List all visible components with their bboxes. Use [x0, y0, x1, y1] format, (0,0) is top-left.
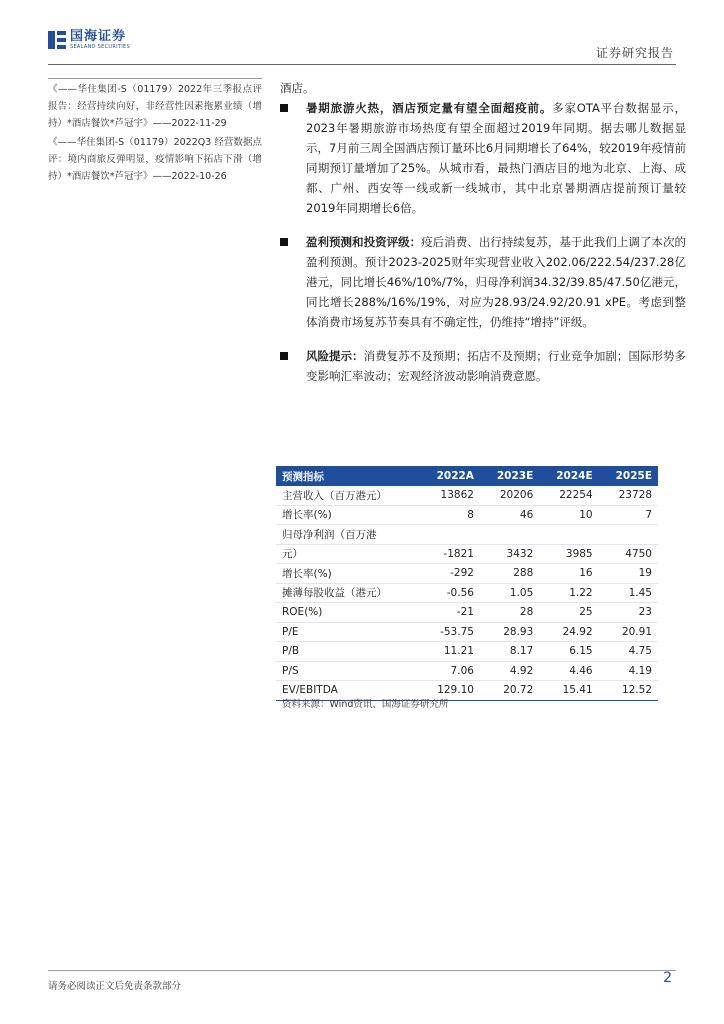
table-cell: 1.05 [480, 583, 539, 603]
table-cell: 4.75 [599, 642, 658, 662]
related-reports [48, 78, 262, 187]
table-cell: 1.45 [599, 583, 658, 603]
table-cell: 15.41 [539, 681, 598, 701]
table-cell: ROE(%) [276, 603, 419, 623]
bullet-risk [280, 346, 686, 386]
table-cell: EV/EBITDA [276, 681, 419, 701]
header-divider [48, 64, 676, 65]
table-cell: 增长率(%) [276, 505, 419, 525]
main-content [280, 78, 686, 400]
bullet-heading: 盈利预测和投资评级： [306, 235, 422, 249]
table-row [276, 525, 658, 545]
table-cell: 20206 [480, 486, 539, 505]
bullet-square-icon [280, 352, 288, 360]
table-cell: 25 [539, 603, 598, 623]
table-cell: 28 [480, 603, 539, 623]
table-row [276, 622, 658, 642]
table-header-cell: 2025E [599, 466, 658, 486]
table-cell: 23728 [599, 486, 658, 505]
table-cell: -1821 [419, 544, 480, 564]
table-cell: 13862 [419, 486, 480, 505]
bullet-text: 消费复苏不及预期；拓店不及预期；行业竞争加剧；国际形势多变影响汇率波动；宏观经济波动影响消费意愿。 [306, 349, 686, 383]
table-header-row [276, 466, 658, 486]
bullet-text: 多家OTA平台数据显示，2023年暑期旅游市场热度有望全面超过2019年同期。据去哪儿数据显示，7月前三周全国酒店预订量环比6月同期增长了64%，较2019年疫情前同期预订量增加了25%。从城市看，最热门酒店目的地为北京、上海、成都、广州、西安等一线或新一线城市，其中北京暑期酒店提前预订量较2019年同期增长6倍。 [306, 101, 686, 215]
page-number: 2 [663, 970, 672, 986]
table-cell: 4750 [599, 544, 658, 564]
table-cell [480, 525, 539, 545]
footer-divider [48, 970, 676, 971]
sidebar-divider [48, 78, 262, 79]
table-cell: 3432 [480, 544, 539, 564]
table-cell: 4.92 [480, 661, 539, 681]
table-cell: -0.56 [419, 583, 480, 603]
table-header-cell: 2023E [480, 466, 539, 486]
table-cell: 20.72 [480, 681, 539, 701]
bullet-summer-travel [280, 98, 686, 218]
table-cell: 10 [539, 505, 598, 525]
table-header-cell: 2022A [419, 466, 480, 486]
table-cell: 7.06 [419, 661, 480, 681]
table-cell: 4.46 [539, 661, 598, 681]
table-cell: 4.19 [599, 661, 658, 681]
continued-text: 酒店。 [280, 81, 315, 95]
bullet-heading: 风险提示： [306, 349, 364, 363]
table-source: 资料来源：Wind资讯、国海证券研究所 [282, 699, 449, 710]
table-row [276, 603, 658, 623]
table-cell: -21 [419, 603, 480, 623]
table-cell: 23 [599, 603, 658, 623]
related-report-1[interactable]: 《——华住集团-S（01179）2022年三季报点评报告：经营持续向好，非经营性因素拖累业绩（增持）*酒店餐饮*芦冠宇》——2022-11-29 [48, 84, 262, 129]
table-header-cell: 2024E [539, 466, 598, 486]
table-cell: 7 [599, 505, 658, 525]
table-cell: 11.21 [419, 642, 480, 662]
table-cell [539, 525, 598, 545]
logo-en: SEALAND SECURITIES [70, 44, 130, 50]
bullet-square-icon [280, 104, 288, 112]
table-cell: 6.15 [539, 642, 598, 662]
table-cell: 增长率(%) [276, 564, 419, 584]
table-cell: P/E [276, 622, 419, 642]
company-logo [48, 30, 130, 50]
logo-cn: 国海证券 [70, 29, 127, 44]
table-cell: P/B [276, 642, 419, 662]
table-cell: 288 [480, 564, 539, 584]
table-row [276, 642, 658, 662]
table-cell: 元） [276, 544, 419, 564]
related-report-2[interactable]: 《——华住集团-S（01179）2022Q3 经营数据点评：境内商旅反弹明显，疫情影响下拓店下滑（增持）*酒店餐饮*芦冠宇》——2022-10-26 [48, 137, 262, 182]
table-cell: 8 [419, 505, 480, 525]
table-cell: 16 [539, 564, 598, 584]
table-cell: 12.52 [599, 681, 658, 701]
forecast-table [276, 466, 658, 701]
table-cell: 摊薄每股收益（港元） [276, 583, 419, 603]
table-cell: 20.91 [599, 622, 658, 642]
report-type: 证券研究报告 [595, 46, 674, 60]
table-cell [599, 525, 658, 545]
table-cell [419, 525, 480, 545]
table-cell: 22254 [539, 486, 598, 505]
table-cell: -53.75 [419, 622, 480, 642]
table-cell: -292 [419, 564, 480, 584]
bullet-square-icon [280, 238, 288, 246]
table-cell: 19 [599, 564, 658, 584]
table-cell: 28.93 [480, 622, 539, 642]
table-cell: 46 [480, 505, 539, 525]
table-cell: 8.17 [480, 642, 539, 662]
table-row [276, 661, 658, 681]
bullet-forecast-rating [280, 232, 686, 332]
table-row [276, 505, 658, 525]
footer-disclaimer: 请务必阅读正文后免责条款部分 [48, 981, 182, 992]
bullet-heading: 暑期旅游火热，酒店预定量有望全面超疫前。 [306, 101, 553, 115]
table-row [276, 544, 658, 564]
table-row [276, 583, 658, 603]
bullet-text: 疫后消费、出行持续复苏，基于此我们上调了本次的盈利预测。预计2023-2025财年实现营业收入202.06/222.54/237.28亿港元，同比增长46%/10%/7%，归母净利润34.32/39.85/47.50亿港元，同比增长288%/16%/19%，对应为28.93/24.92/20.91 xPE。考虑到整体消费市场复苏节奏具有不确定性，仍维持“增持”评级。 [306, 235, 686, 329]
table-cell: 归母净利润（百万港 [276, 525, 419, 545]
table-row [276, 564, 658, 584]
table-cell: 129.10 [419, 681, 480, 701]
logo-mark-icon [48, 31, 66, 49]
table-header-cell: 预测指标 [276, 466, 419, 486]
table-cell: 主营收入（百万港元） [276, 486, 419, 505]
table-cell: 24.92 [539, 622, 598, 642]
table-cell: P/S [276, 661, 419, 681]
table-cell: 3985 [539, 544, 598, 564]
table-row [276, 486, 658, 505]
table-cell: 1.22 [539, 583, 598, 603]
